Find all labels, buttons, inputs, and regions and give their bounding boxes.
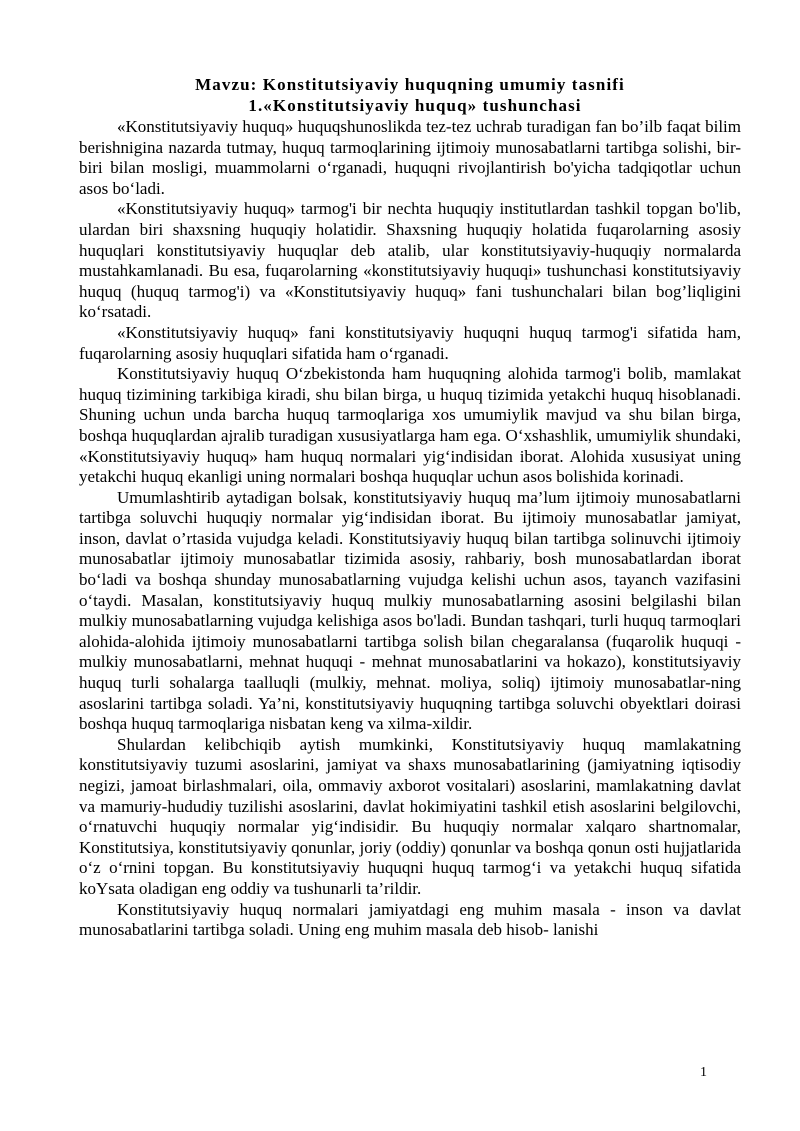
paragraph-1: «Konstitutsiyaviy huquq» huquqshunoslikda tez-tez uchrab turadigan fan bo’ilb faqat bilim berishnigina nazarda tutmay, huquq tarmoqlarining ijtimoiy munosabatlarni tartibga solishi, bir-biri bilan mosligi, muammolarni o‘rganadi, huquqni rivojlantirish bo'yicha tadqiqotlar uchun asos bo‘ladi. (79, 117, 741, 198)
paragraph-7: Konstitutsiyaviy huquq normalari jamiyatdagi eng muhim masala - inson va davlat munosabatlarini tartibga soladi. Uning eng muhim masala deb hisob- lanishi (79, 899, 741, 940)
paragraph-4: Konstitutsiyaviy huquq O‘zbekistonda ham huquqning alohida tarmog'i bolib, mamlakat huquq tizimining tarkibiga kiradi, shu bilan birga, u huquq tizimida yetakchi huquq hisoblanadi. Shuning uchun unda barcha huquq tarmoqlariga xos umumiylik mavjud va shu bilan birga, boshqa huquqlardan ajralib turadigan xususiyatlarga ham ega. O‘xshashlik, umumiylik shundaki, «Konstitutsiyaviy huquq» ham huquq normalari yig‘indisidan iborat. Alohida xususiyat uning yetakchi huquq ekanligi uning normalari boshqa huquqlar uchun asos bolishida korinadi. (79, 364, 741, 487)
paragraph-6: Shulardan kelibchiqib aytish mumkinki, Konstitutsiyaviy huquq mamlakatning konstitutsiyaviy tuzumi asoslarini, jamiyat va shaxs munosabatlarining (jamiyatning iqtisodiy negizi, jamoat birlashmalari, oila, ommaviy axborot vositalari) asoslarini, mamlakatning davlat va mamuriy-hududiy tuzilishi asoslarini, davlat hokimiyatini tashkil etish asoslarini belgilovchi, o‘rnatuvchi huquqiy normalar yig‘indisidir. Bu huquqiy normalar xalqaro shartnomalar, Konstitutsiya, konstitutsiyaviy qonunlar, joriy (oddiy) qonunlar va boshqa qonun osti hujjatlarida o‘z o‘rnini topgan. Bu konstitutsiyaviy huquqni huquq tarmog‘i va yetakchi huquq sifatida koYsata oladigan eng oddiy va tushunarli ta’rildir. (79, 734, 741, 898)
section-heading: 1.«Konstitutsiyaviy huquq» tushunchasi (248, 96, 582, 115)
paragraph-3: «Konstitutsiyaviy huquq» fani konstitutsiyaviy huquqni huquq tarmog'i sifatida ham, fuqarolarning asosiy huquqlari sifatida ham o‘rganadi. (79, 322, 741, 363)
paragraph-2: «Konstitutsiyaviy huquq» tarmog'i bir nechta huquqiy institutlardan tashkil topgan bo'lib, ulardan biri shaxsning huquqiy holatidir. Shaxsning huquqiy holatida fuqarolarning asosiy huquqlari konstitutsiyaviy huquqlar deb atalib, ular konstitutsiyaviy-huquqiy normalarda mustahkamlanadi. Bu esa, fuqarolarning «konstitutsiyaviy huquqi» tushunchasi konstitutsiyaviy huquq (huquq tarmog'i) va «Konstitutsiyaviy huquq» fani tushunchalari bilan bog’liqligini ko‘rsatadi. (79, 199, 741, 322)
document-title: Mavzu: Konstitutsiyaviy huquqning umumiy tasnifi (195, 75, 625, 94)
document-page (79, 74, 741, 941)
paragraph-5: Umumlashtirib aytadigan bolsak, konstitutsiyaviy huquq ma’lum ijtimoiy munosabatlarni tartibga soluvchi huquqiy normalar yig‘indisidan iborat. Bu ijtimoiy munosabatlar jamiyat, inson, davlat o’rtasida vujudga keladi. Konstitutsiyaviy huquq bilan tartibga solinuvchi ijtimoiy munosabatlar ijtimoiy munosabatlar tizimida asosiy, rahbariy, bosh munosabatlardan iborat bo‘ladi va boshqa shunday munosabatlarning vujudga kelishi uchun asos, tayanch vazifasini o‘taydi. Masalan, konstitutsiyaviy huquq mulkiy munosabatlarning asosini belgilashi bilan mulkiy munosabatlarning vujudga kelishiga asos bo'ladi. Bundan tashqari, turli huquq tarmoqlari alohida-alohida ijtimoiy munosabatlarni tartibga solish bilan chegaralansa (fuqarolik huquqi - mulkiy munosabatlarni, mehnat huquqi - mehnat munosabatlarini va hokazo), konstitutsiyaviy huquq turli sohalarga taalluqli (mulkiy, mehnat. moliya, soliq) ijtimoiy munosabatlar-ning asoslarini tartibga soladi. Ya’ni, konstitutsiyaviy huquqning tartibga soluvchi obyektlari doirasi boshqa huquq tarmoqlariga nisbatan keng va xilma-xildir. (79, 487, 741, 734)
page-number: 1 (700, 1065, 707, 1080)
